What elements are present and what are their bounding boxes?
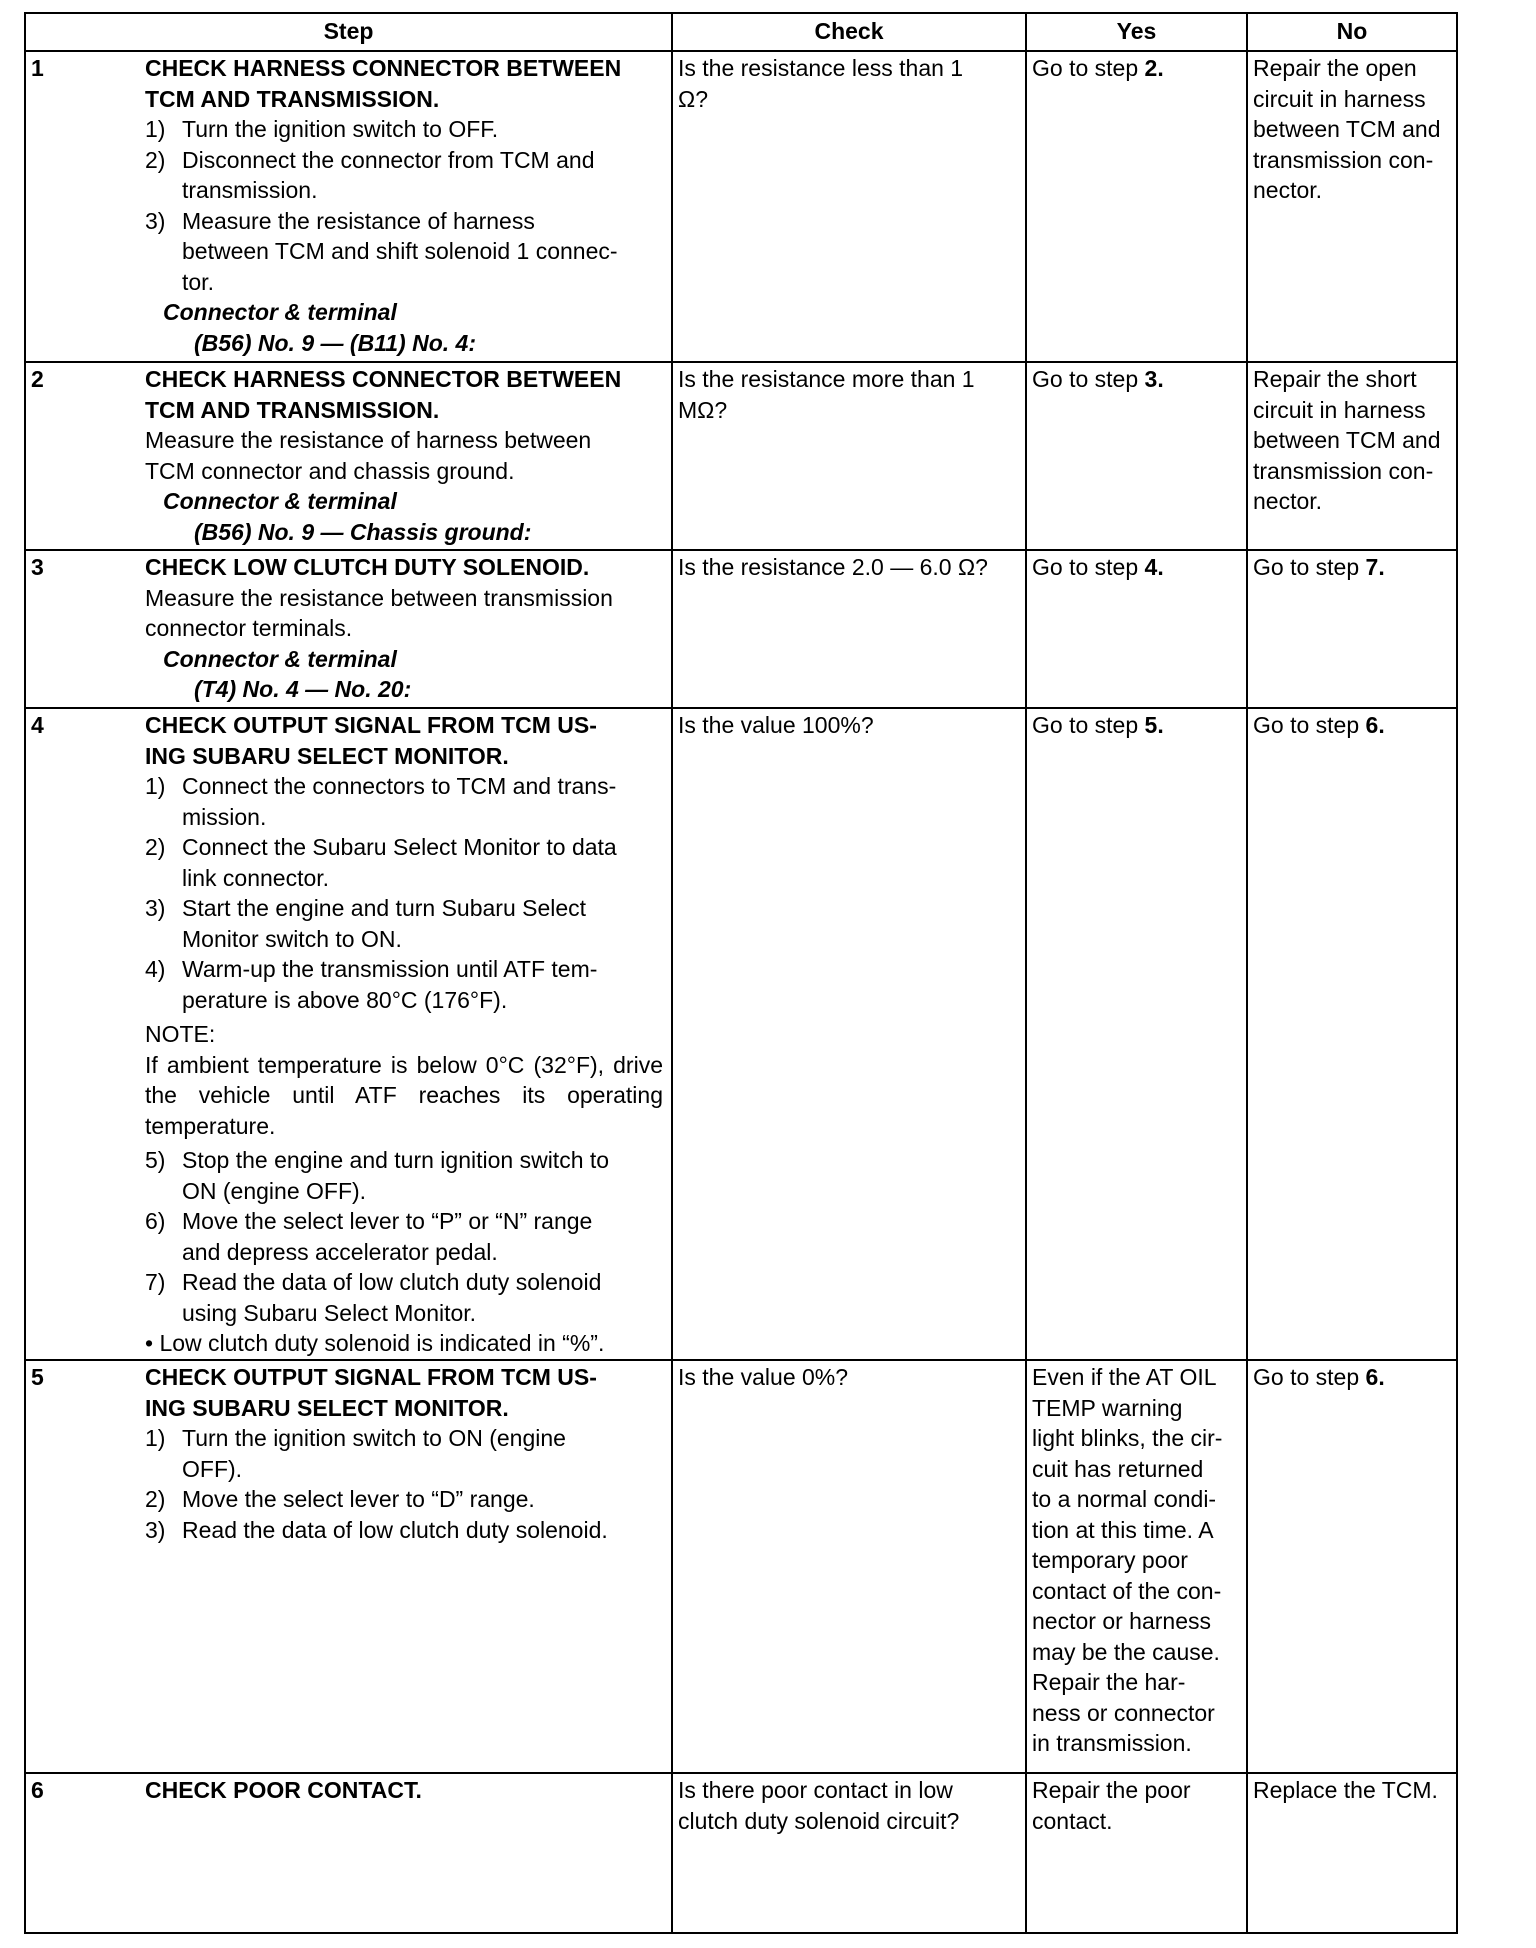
- no-cell: Repair the short circuit in harness between TCM and transmission con- nector.: [1247, 362, 1457, 550]
- yes-cell: Go to step 3.: [1026, 362, 1247, 550]
- yes-cell: Go to step 4.: [1026, 550, 1247, 708]
- note-label: NOTE:: [145, 1021, 216, 1047]
- check-cell: Is the value 0%?: [672, 1360, 1026, 1773]
- yes-cell: Go to step 2.: [1026, 51, 1247, 362]
- instruction-item: 2) Move the select lever to “D” range.: [145, 1486, 535, 1512]
- instruction-item: 3) Measure the resistance of harness between TCM and shift solenoid 1 connec- tor.: [145, 207, 618, 295]
- step-title: CHECK HARNESS CONNECTOR BETWEEN TCM AND TRANSMISSION.: [145, 55, 622, 112]
- step-title: CHECK OUTPUT SIGNAL FROM TCM US- ING SUBARU SELECT MONITOR.: [145, 1364, 597, 1421]
- step-number: 6: [31, 1777, 44, 1803]
- step-reference: 7: [1365, 554, 1379, 580]
- check-cell: Is the value 100%?: [672, 708, 1026, 1360]
- step-title: CHECK HARNESS CONNECTOR BETWEEN TCM AND TRANSMISSION.: [145, 366, 622, 423]
- step-intro: Measure the resistance of harness between TCM connector and chassis ground.: [145, 427, 592, 484]
- check-cell: Is there poor contact in low clutch duty solenoid circuit?: [672, 1773, 1026, 1933]
- header-check: Check: [672, 13, 1026, 51]
- instruction-list: [145, 771, 663, 1015]
- instruction-item: 6) Move the select lever to “P” or “N” range and depress accelerator pedal.: [145, 1208, 593, 1265]
- instruction-item: 1) Connect the connectors to TCM and trans- mission.: [145, 773, 617, 830]
- step-number: 2: [31, 366, 44, 392]
- step-cell: [25, 51, 672, 362]
- connector-label: Connector & terminal: [163, 488, 397, 514]
- step-title: CHECK LOW CLUTCH DUTY SOLENOID.: [145, 554, 590, 580]
- note-text: If ambient temperature is below 0°C (32°F), drive the vehicle until ATF reaches its operating temperature.: [145, 1051, 663, 1139]
- step-reference: 5: [1144, 712, 1158, 738]
- step-number: 1: [31, 55, 44, 81]
- terminal-spec: (B56) No. 9 — Chassis ground:: [194, 518, 532, 545]
- table-row: [25, 1773, 1457, 1933]
- step-cell: [25, 708, 672, 1360]
- instruction-item: 1) Turn the ignition switch to OFF.: [145, 116, 499, 142]
- header-row: [25, 13, 1457, 51]
- check-cell: Is the resistance more than 1 MΩ?: [672, 362, 1026, 550]
- instruction-item: 2) Connect the Subaru Select Monitor to data link connector.: [145, 834, 617, 891]
- table-row: [25, 362, 1457, 550]
- connector-label: Connector & terminal: [163, 645, 397, 672]
- step-reference: 4: [1144, 554, 1158, 580]
- terminal-spec: (T4) No. 4 — No. 20:: [194, 676, 412, 702]
- yes-cell: Go to step 5.: [1026, 708, 1247, 1360]
- instruction-list: [145, 1145, 663, 1328]
- terminal-spec: (B56) No. 9 — (B11) No. 4:: [194, 329, 476, 356]
- step-reference: 6: [1365, 1364, 1379, 1390]
- yes-cell: Even if the AT OIL TEMP warning light blinks, the cir- cuit has returned to a normal condi- tion at this time. A temporary poor contact of the con- nector or harness may be the cause. Repair the har- ness or connector in transmission.: [1026, 1360, 1247, 1773]
- instruction-list: [145, 114, 663, 297]
- check-cell: Is the resistance less than 1 Ω?: [672, 51, 1026, 362]
- instruction-item: 4) Warm-up the transmission until ATF tem- perature is above 80°C (176°F).: [145, 956, 598, 1013]
- step-cell: [25, 1773, 672, 1933]
- instruction-item: 1) Turn the ignition switch to ON (engine OFF).: [145, 1425, 566, 1482]
- instruction-item: 3) Read the data of low clutch duty solenoid.: [145, 1516, 608, 1543]
- step-title: CHECK POOR CONTACT.: [145, 1777, 422, 1803]
- step-number: 5: [31, 1364, 44, 1390]
- step-cell: [25, 550, 672, 708]
- step-reference: 6: [1365, 712, 1379, 738]
- diagnostic-table: [24, 12, 1458, 1934]
- check-cell: Is the resistance 2.0 — 6.0 Ω?: [672, 550, 1026, 708]
- instruction-list: [145, 1423, 663, 1545]
- table-row: [25, 550, 1457, 708]
- step-cell: [25, 362, 672, 550]
- step-cell: [25, 1360, 672, 1773]
- header-no: No: [1247, 13, 1457, 51]
- step-reference: 3: [1144, 366, 1158, 392]
- instruction-item: 3) Start the engine and turn Subaru Select Monitor switch to ON.: [145, 895, 587, 952]
- step-number: 3: [31, 554, 44, 580]
- header-yes: Yes: [1026, 13, 1247, 51]
- step-intro: Measure the resistance between transmission connector terminals.: [145, 584, 613, 641]
- header-step: Step: [25, 13, 672, 51]
- yes-cell: Repair the poor contact.: [1026, 1773, 1247, 1933]
- no-cell: Go to step 6.: [1247, 708, 1457, 1360]
- no-cell: Go to step 6.: [1247, 1360, 1457, 1773]
- bullet-note: • Low clutch duty solenoid is indicated in “%”.: [145, 1330, 605, 1356]
- no-cell: Repair the open circuit in harness between TCM and transmission con- nector.: [1247, 51, 1457, 362]
- step-title: CHECK OUTPUT SIGNAL FROM TCM US- ING SUBARU SELECT MONITOR.: [145, 712, 597, 769]
- instruction-item: 7) Read the data of low clutch duty solenoid using Subaru Select Monitor.: [145, 1269, 602, 1326]
- no-cell: Go to step 7.: [1247, 550, 1457, 708]
- instruction-item: 5) Stop the engine and turn ignition switch to ON (engine OFF).: [145, 1147, 610, 1204]
- connector-label: Connector & terminal: [163, 299, 397, 325]
- table-row: [25, 708, 1457, 1360]
- instruction-item: 2) Disconnect the connector from TCM and transmission.: [145, 146, 595, 203]
- step-number: 4: [31, 712, 44, 738]
- step-reference: 2: [1144, 55, 1158, 81]
- table-row: [25, 1360, 1457, 1773]
- table-row: [25, 51, 1457, 362]
- no-cell: Replace the TCM.: [1247, 1773, 1457, 1933]
